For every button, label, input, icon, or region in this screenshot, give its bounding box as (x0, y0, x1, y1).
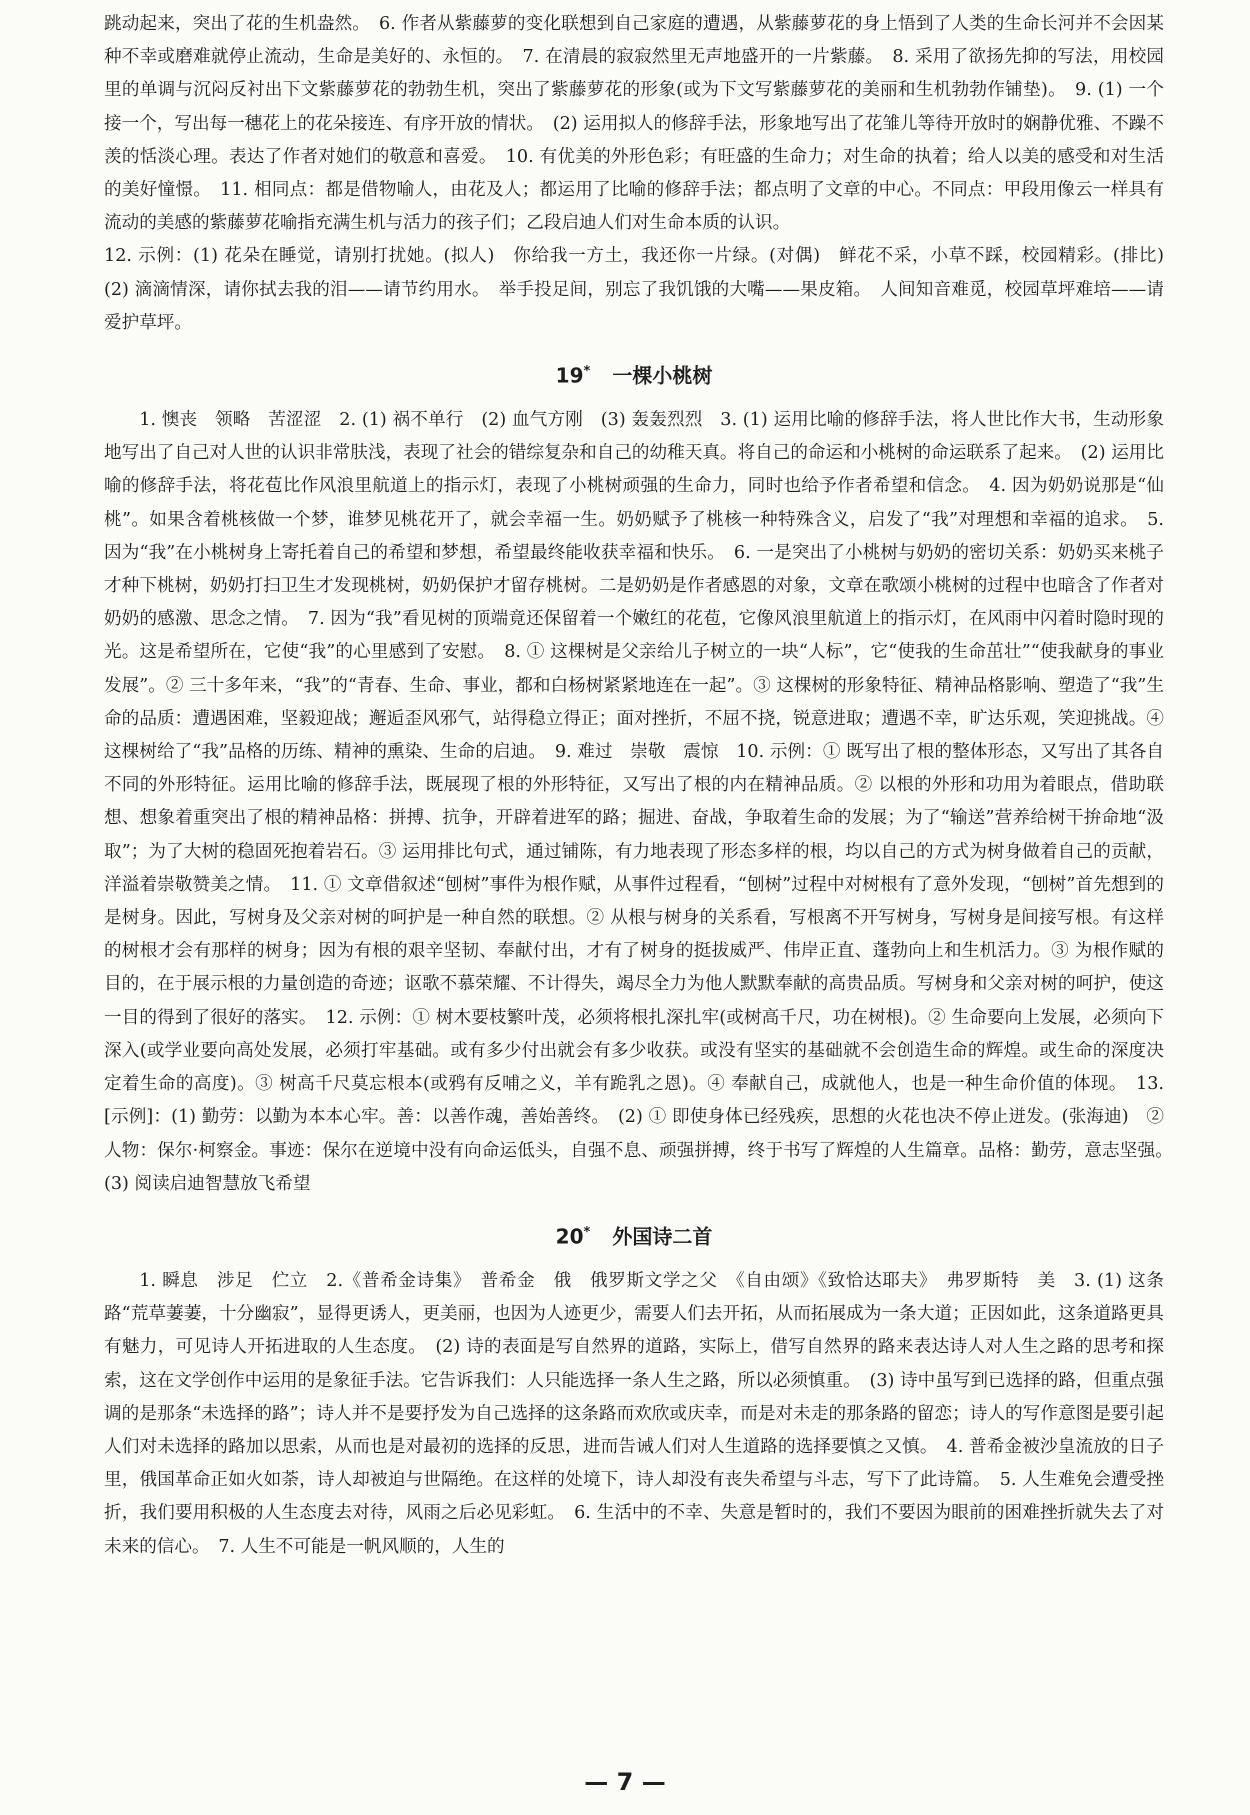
paragraph-18-item12: 12. 示例：(1) 花朵在睡觉，请别打扰她。(拟人) 你给我一方土，我还你一片绿。(对偶) 鲜花不采，小草不踩，校园精彩。(排比) (2) 滴滴情深，请你拭去我的泪——请节约用水。 举手投足间，别忘了我饥饿的大嘴——果皮箱。 人间知音难觅，校园草坪难培——请爱护草坪。 (104, 246, 1182, 333)
section-title: 一棵小桃树 (612, 363, 713, 388)
section-title: 外国诗二首 (612, 1224, 713, 1249)
optional-star-mark: * (583, 1224, 591, 1240)
section-19-answers: 1. 懊丧 领略 苦涩涩 2. (1) 祸不单行 (2) 血气方刚 (3) 轰轰烈烈 3. (1) 运用比喻的修辞手法，将人世比作大书，生动形象地写出了自己对人世的认识非常肤浅，表现了社会的错综复杂和自己的幼稚天真。将自己的命运和小桃树的命运联系了起来。 (2) 运用比喻的修辞手法，将花苞比作风浪里航道上的指示灯，表现了小桃树顽强的生命力，同时也给予作者希望和信念。 4. 因为奶奶说那是“仙桃”。如果含着桃核做一个梦，谁梦见桃花开了，就会幸福一生。奶奶赋予了桃核一种特殊含义，启发了“我”对理想和幸福的追求。 5. 因为“我”在小桃树身上寄托着自己的希望和梦想，希望最终能收获幸福和快乐。 6. 一是突出了小桃树与奶奶的密切关系：奶奶买来桃子才种下桃树，奶奶打扫卫生才发现桃树，奶奶保护才留存桃树。二是奶奶是作者感恩的对象，文章在歌颂小桃树的过程中也暗含了作者对奶奶的感激、思念之情。 7. 因为“我”看见树的顶端竟还保留着一个嫩红的花苞，它像风浪里航道上的指示灯，在风雨中闪着时隐时现的光。这是希望所在，它使“我”的心里感到了安慰。 8. ① 这棵树是父亲给儿子树立的一块“人标”，它“使我的生命茁壮”“使我献身的事业发展”。② 三十多年来，“我”的“青春、生命、事业，都和白杨树紧紧地连在一起”。③ 这棵树的形象特征、精神品格影响、塑造了“我”生命的品质：遭遇困难，坚毅迎战；邂逅歪风邪气，站得稳立得正；面对挫折，不屈不挠，锐意进取；遭遇不幸，旷达乐观，笑迎挑战。④ 这棵树给了“我”品格的历练、精神的熏染、生命的启迪。 9. 难过 崇敬 震惊 10. 示例：① 既写出了根的整体形态，又写出了其各自不同的外形特征。运用比喻的修辞手法，既展现了根的外形特征，又写出了根的内在精神品质。② 以根的外形和功用为着眼点，借助联想、想象着重突出了根的精神品格：拼搏、抗争，开辟着进军的路；掘进、奋战，争取着生命的发展；为了“输送”营养给树干拚命地“汲取”；为了大树的稳固死抱着岩石。③ 运用排比句式，通过铺陈，有力地表现了形态多样的根，均以自己的方式为树身做着自己的贡献，洋溢着崇敬赞美之情。 11. ① 文章借叙述“刨树”事件为根作赋，从事件过程看，“刨树”过程中对树根有了意外发现，“刨树”首先想到的是树身。因此，写树身及父亲对树的呵护是一种自然的联想。② 从根与树身的关系看，写根离不开写树身，写树身是间接写根。有这样的树根才会有那样的树身；因为有根的艰辛坚韧、奉献付出，才有了树身的挺拔威严、伟岸正直、蓬勃向上和生机活力。③ 为根作赋的目的，在于展示根的力量创造的奇迹；讴歌不慕荣耀、不计得失，竭尽全力为他人默默奉献的高贵品质。写树身和父亲对树的呵护，使这一目的得到了很好的落实。 12. 示例：① 树木要枝繁叶茂，必须将根扎深扎牢(或树高千尺，功在树根)。② 生命要向上发展，必须向下深入(或学业要向高处发展，必须打牢基础。或有多少付出就会有多少收获。或没有坚实的基础就不会创造生命的辉煌。或生命的深度决定着生命的高度)。③ 树高千尺莫忘根本(或鸦有反哺之义，羊有跪乳之恩)。④ 奉献自己，成就他人，也是一种生命价值的体现。 13. [示例]：(1) 勤劳：以勤为本本心牢。善：以善作魂，善始善终。 (2) ① 即使身体已经残疾，思想的火花也决不停止迸发。(张海迪) ② 人物：保尔·柯察金。事迹：保尔在逆境中没有向命运低头，自强不息、顽强拼搏，终于书写了辉煌的人生篇章。品格：勤劳，意志坚强。 (3) 阅读启迪智慧放飞希望 (104, 410, 1182, 1194)
page-number: — 7 — (584, 1768, 666, 1796)
section-number: 19 (555, 363, 584, 388)
optional-star-mark: * (583, 364, 591, 380)
section-20-answers: 1. 瞬息 涉足 伫立 2.《普希金诗集》 普希金 俄 俄罗斯文学之父 《自由颂》《致恰达耶夫》 弗罗斯特 美 3. (1) 这条路“荒草萋萋，十分幽寂”，显得更诱人，更美丽，也因为人迹更少，需要人们去开拓，从而拓展成为一条大道；正因如此，这条道路更具有魅力，可见诗人开拓进取的人生态度。 (2) 诗的表面是写自然界的道路，实际上，借写自然界的路来表达诗人对人生之路的思考和探索，这在文学创作中运用的是象征手法。它告诉我们：人只能选择一条人生之路，所以必须慎重。 (3) 诗中虽写到已选择的路，但重点强调的是那条“未选择的路”；诗人并不是要抒发为自己选择的这条路而欢欣或庆幸，而是对未走的那条路的留恋；诗人的写作意图是要引起人们对未选择的路加以思索，从而也是对最初的选择的反思，进而告诫人们对人生道路的选择要慎之又慎。 4. 普希金被沙皇流放的日子里，俄国革命正如火如荼，诗人却被迫与世隔绝。在这样的处境下，诗人却没有丧失希望与斗志，写下了此诗篇。 5. 人生难免会遭受挫折，我们要用积极的人生态度去对待，风雨之后必见彩虹。 6. 生活中的不幸、失意是暂时的，我们不要因为眼前的困难挫折就失去了对未来的信心。 7. 人生不可能是一帆风顺的，人生的 (104, 1270, 1164, 1557)
section-heading-19 (104, 344, 1164, 400)
section-number: 20 (555, 1224, 584, 1249)
section-heading-20 (104, 1205, 1164, 1261)
paragraph-18-continued: 跳动起来，突出了花的生机盎然。 6. 作者从紫藤萝的变化联想到自己家庭的遭遇，从紫藤萝花的身上悟到了人类的生命长河并不会因某种不幸或磨难就停止流动，生命是美好的、永恒的。 7. 在清晨的寂寂然里无声地盛开的一片紫藤。 8. 采用了欲扬先抑的写法，用校园里的单调与沉闷反衬出下文紫藤萝花的勃勃生机，突出了紫藤萝花的形象(或为下文写紫藤萝花的美丽和生机勃勃作铺垫)。 9. (1) 一个接一个，写出每一穗花上的花朵接连、有序开放的情状。 (2) 运用拟人的修辞手法，形象地写出了花雏儿等待开放时的娴静优雅、不躁不羡的恬淡心理。表达了作者对她们的敬意和喜爱。 10. 有优美的外形色彩；有旺盛的生命力；对生命的执着；给人以美的感受和对生活的美好憧憬。 11. 相同点：都是借物喻人，由花及人；都运用了比喻的修辞手法；都点明了文章的中心。不同点：甲段用像云一样具有流动的美感的紫藤萝花喻指充满生机与活力的孩子们；乙段启迪人们对生命本质的认识。 (104, 14, 1164, 234)
